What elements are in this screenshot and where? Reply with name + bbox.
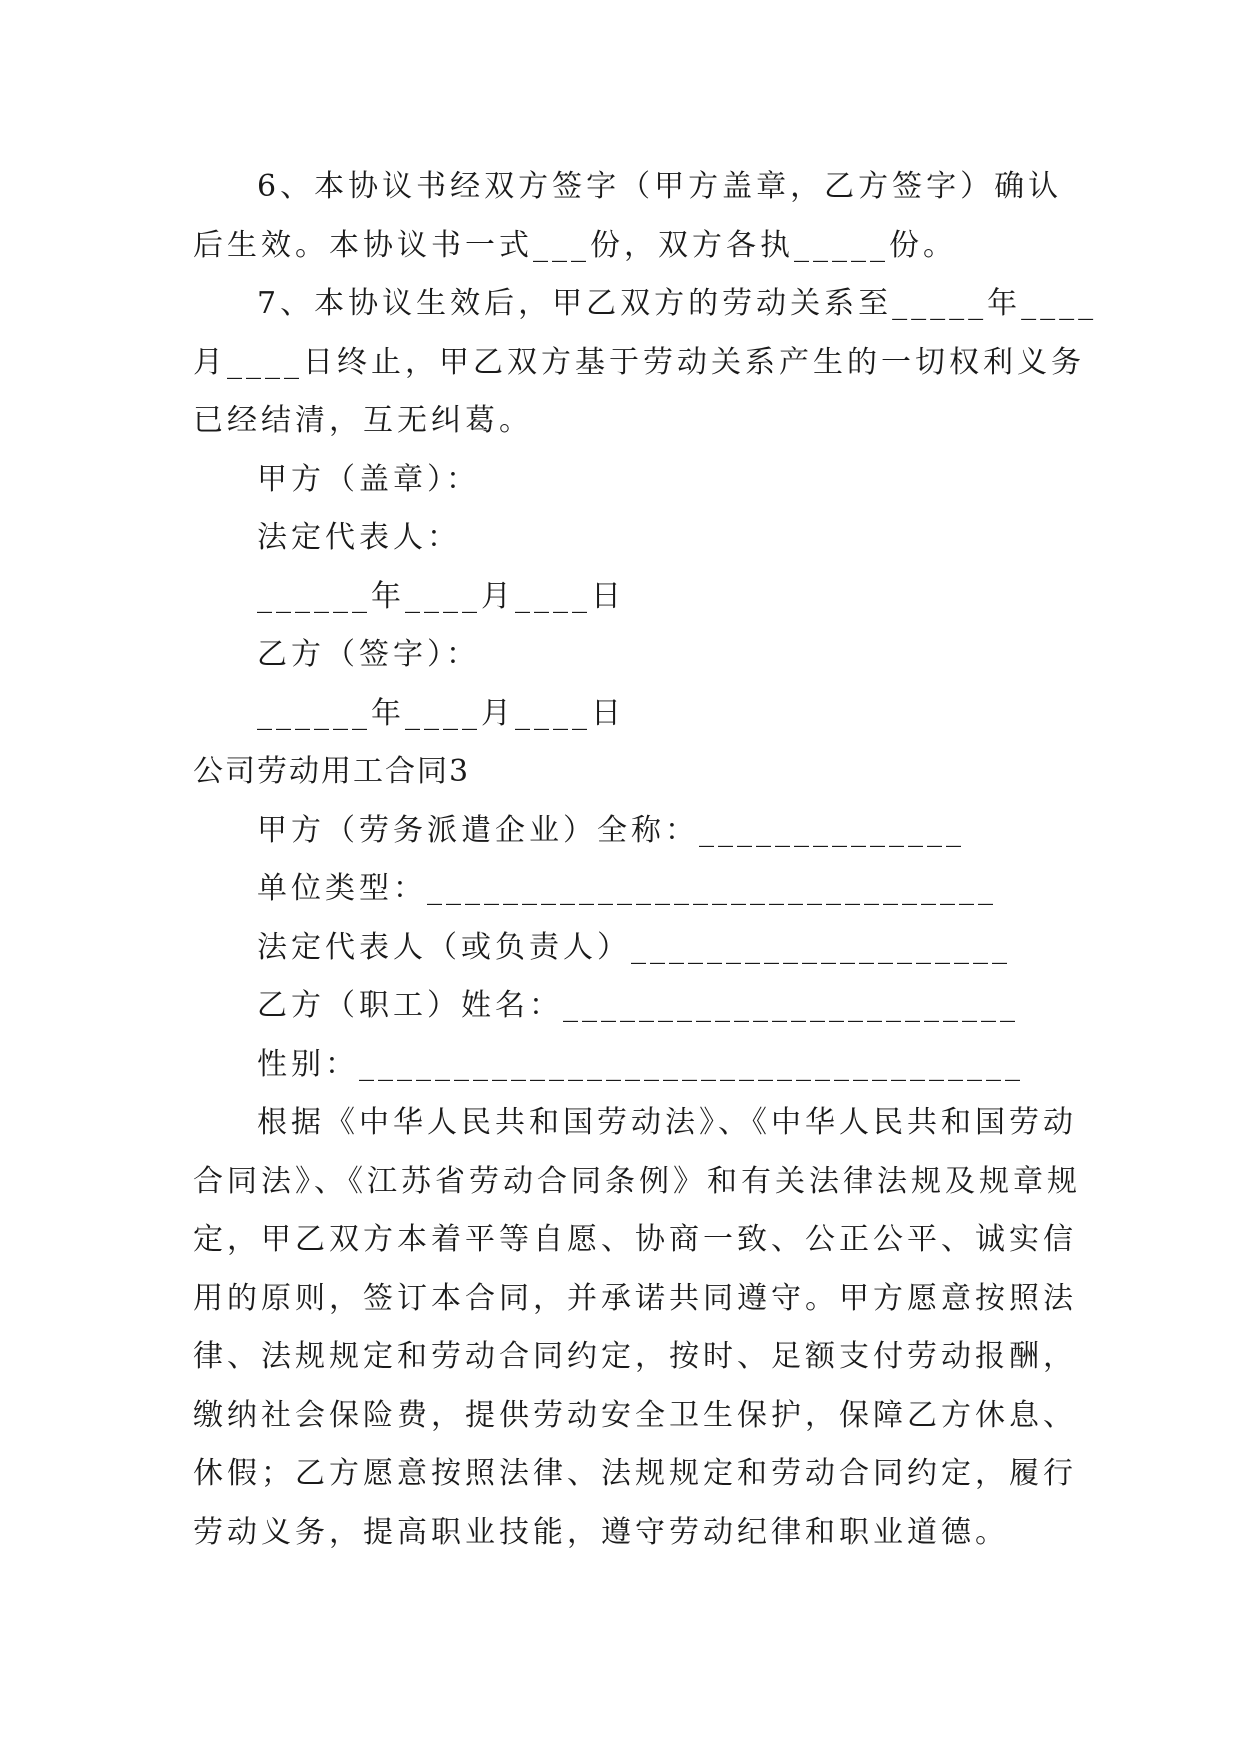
preamble-line-3: 定，甲乙双方本着平等自愿、协商一致、公正公平、诚实信 [193, 1222, 1077, 1257]
clause-7-line-3: 已经结清，互无纠葛。 [193, 403, 533, 438]
document-page [193, 158, 1098, 1562]
unit-type-field: 单位类型：______________________________ [257, 871, 997, 906]
party-a-seal-line: 甲方（盖章）： [257, 461, 480, 497]
preamble-line-8: 劳动义务，提高职业技能，遵守劳动纪律和职业道德。 [193, 1514, 1009, 1550]
preamble-line-7: 休假；乙方愿意按照法律、法规规定和劳动合同约定，履行 [193, 1456, 1077, 1491]
preamble-line-2: 合同法》、《江苏省劳动合同条例》和有关法律法规及规章规 [193, 1163, 1081, 1199]
preamble-line-5: 律、法规规定和劳动合同约定，按时、足额支付劳动报酬， [193, 1339, 1077, 1374]
party-b-signature-line: 乙方（签字）： [257, 637, 480, 672]
legal-rep-or-principal-field: 法定代表人（或负责人）____________________ [257, 929, 1011, 965]
clause-7-line-1: 7、本协议生效后，甲乙双方的劳动关系至_____年____ [257, 286, 1098, 321]
preamble-line-6: 缴纳社会保险费，提供劳动安全卫生保护，保障乙方休息、 [193, 1397, 1077, 1433]
party-a-date-line: ______年____月____日 [257, 578, 625, 614]
preamble-line-4: 用的原则，签订本合同，并承诺共同遵守。甲方愿意按照法 [193, 1280, 1077, 1316]
party-b-name-field: 乙方（职工）姓名：________________________ [257, 988, 1019, 1023]
gender-field: 性别：___________________________________ [257, 1046, 1024, 1082]
party-a-fullname-field: 甲方（劳务派遣企业）全称：______________ [257, 812, 965, 848]
preamble-line-1: 根据《中华人民共和国劳动法》、《中华人民共和国劳动 [257, 1105, 1077, 1140]
section-heading: 公司劳动用工合同3 [193, 754, 471, 789]
legal-representative-line: 法定代表人： [257, 520, 461, 555]
clause-6-line-2: 后生效。本协议书一式___份，双方各执_____份。 [193, 227, 957, 263]
clause-7-line-2: 月____日终止，甲乙双方基于劳动关系产生的一切权利义务 [193, 344, 1085, 380]
clause-6-line-1: 6、本协议书经双方签字（甲方盖章，乙方签字）确认 [257, 169, 1063, 204]
party-b-date-line: ______年____月____日 [257, 695, 625, 731]
